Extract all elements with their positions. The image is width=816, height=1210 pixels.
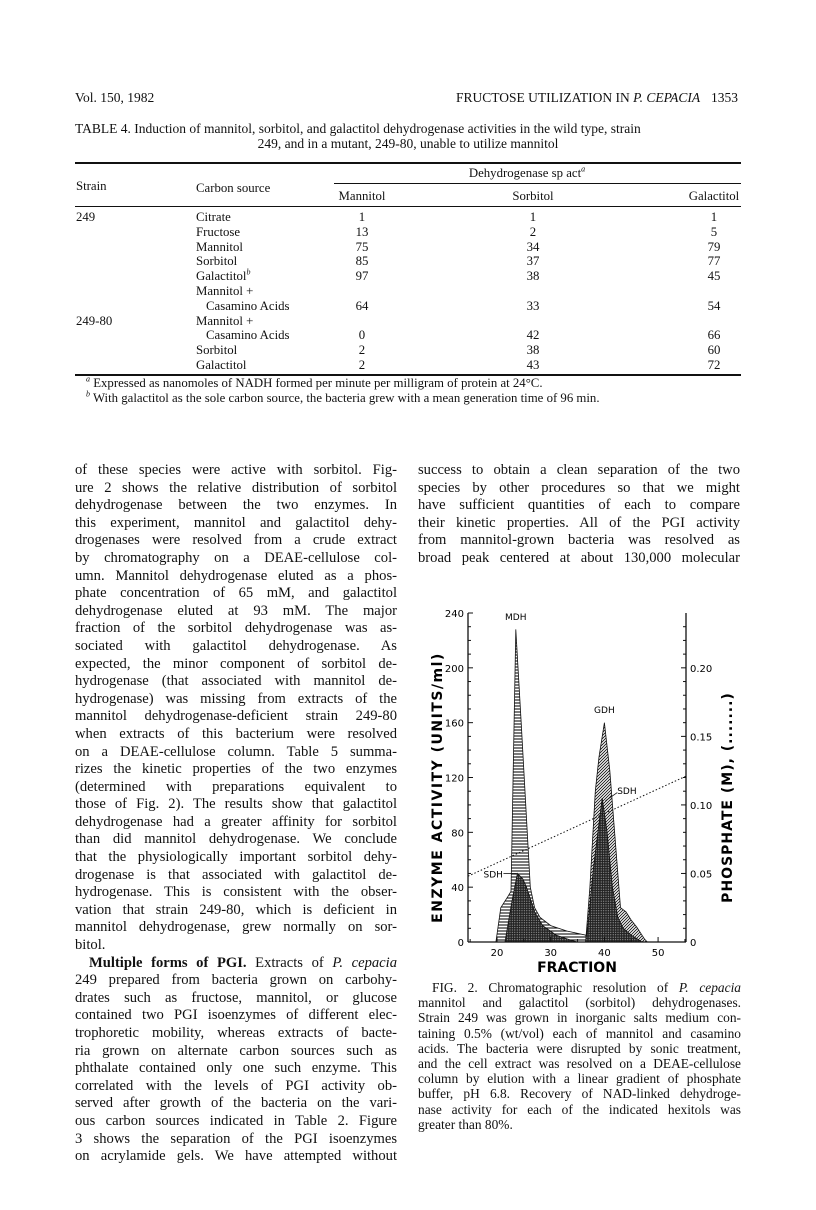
text-line: expected, the minor component of sorbitol de- xyxy=(75,655,397,672)
x-tick-label: 50 xyxy=(651,948,665,959)
left-column xyxy=(75,462,397,1166)
cell-sorbitol: 1 xyxy=(529,210,537,224)
text-line: drates such as fructose, mannitol, or glucose xyxy=(75,989,397,1006)
cell-sorbitol: 2 xyxy=(529,224,537,239)
cell-sorbitol: 42 xyxy=(526,328,540,343)
cell-carbon-source: Galactitol xyxy=(196,358,247,372)
text-line: on a DEAE-cellulose column. Table 5 summa- xyxy=(75,743,397,760)
text-line: (determined with preparations equivalent to xyxy=(75,778,397,795)
figure-caption xyxy=(418,980,741,1132)
text-line: phate concentration of 65 mM, and galactitol xyxy=(75,585,397,602)
text-line: hydrogenase (that associated with mannitol de- xyxy=(75,673,397,690)
cell-sorbitol: 38 xyxy=(526,343,540,358)
footnote-b xyxy=(86,391,600,406)
text-line: 249 prepared from bacteria grown on carbohy- xyxy=(75,972,397,989)
cell-carbon-source: Citrate xyxy=(196,210,231,224)
text-line: umn. Mannitol dehydrogenase eluted as a phos- xyxy=(75,567,397,584)
chart-labels xyxy=(430,609,736,976)
cell-galactitol: 72 xyxy=(707,358,721,372)
y2-axis-title: PHOSPHATE (M), (.......) xyxy=(720,692,736,903)
cell-galactitol: 60 xyxy=(707,343,721,358)
footnote-a xyxy=(86,376,543,391)
text-line: mannitol dehydrogenase-deficient strain 249-80 xyxy=(75,708,397,725)
cell-carbon-source: Fructose xyxy=(196,224,241,239)
text-line: phthalate contained only one such enzyme. This xyxy=(75,1060,397,1077)
header-carbon-source: Carbon source xyxy=(196,181,271,195)
text-line: of these species were active with sorbitol. Fig- xyxy=(75,462,397,478)
cell-sorbitol: 33 xyxy=(526,298,540,313)
y2-tick-label: 0 xyxy=(690,938,697,949)
text-line: by chromatography on a DEAE-cellulose col- xyxy=(75,549,397,566)
footnote-b-mark: b xyxy=(86,389,90,399)
cell-carbon-source: Mannitol xyxy=(196,239,243,254)
y2-tick-label: 0.05 xyxy=(690,869,713,881)
running-header-title xyxy=(456,90,700,106)
chart-axes xyxy=(468,613,686,942)
label-mdh: MDH xyxy=(505,612,527,623)
text-line: drogenases were resolved from a crude extract xyxy=(75,532,397,549)
cell-mannitol: 85 xyxy=(355,254,369,269)
figure-label: FIG. 2. Chromatographic resolution of xyxy=(432,980,679,995)
y-tick-label: 0 xyxy=(457,938,464,949)
cell-mannitol: 2 xyxy=(358,358,366,372)
text-line: ria grown on alternate carbon sources such as xyxy=(75,1042,397,1059)
cell-mannitol: 2 xyxy=(358,343,366,358)
text-line: trophoretic mobility, whereas extracts of bacte- xyxy=(75,1025,397,1041)
y-tick-label: 240 xyxy=(444,609,464,620)
table-caption-line-2: 249, and in a mutant, 249-80, unable to utilize mannitol xyxy=(257,136,559,151)
y-tick-label: 80 xyxy=(451,828,464,840)
paragraph-multiple-forms-pgi xyxy=(75,972,397,1166)
cell-carbon-source-text: Galactitol xyxy=(196,269,247,284)
text-line: success to obtain a clean separation of the two xyxy=(418,462,740,478)
label-sdh-2: SDH xyxy=(617,786,637,797)
footnote-mark: a xyxy=(581,164,586,174)
y2-tick-label: 0.20 xyxy=(690,663,713,675)
cell-mannitol: 1 xyxy=(358,210,366,224)
header-dehydrogenase xyxy=(469,166,585,181)
y2-tick-label: 0.10 xyxy=(690,800,713,812)
header-title-italic: P. CEPACIA xyxy=(633,90,701,105)
footnote-b-text: With galactitol as the sole carbon source, the bacteria grew with a mean generation time of 96 min. xyxy=(90,391,600,405)
table-top-rule xyxy=(75,162,741,164)
table-caption-line-1: TABLE 4. Induction of mannitol, sorbitol, and galactitol dehydrogenase activities in the wild type, strain xyxy=(75,121,641,136)
text-line: those of Fig. 2). The results show that galactitol xyxy=(75,796,397,813)
y-tick-label: 40 xyxy=(451,883,464,895)
header-mannitol: Mannitol xyxy=(338,189,386,203)
text-span: Extracts of xyxy=(246,954,333,971)
text-line: that the physiologically important sorbitol dehy- xyxy=(75,849,397,866)
text-line: buffer, pH 6.8. Recovery of NAD-linked dehydroge- xyxy=(418,1086,741,1102)
cell-galactitol: 66 xyxy=(707,328,721,343)
species-name: P. cepacia xyxy=(332,954,397,971)
x-axis-title: FRACTION xyxy=(537,960,617,976)
cell-mannitol: 97 xyxy=(355,269,369,284)
text-line: ous carbon sources indicated in Table 2. Figure xyxy=(75,1112,397,1129)
cell-mannitol: 64 xyxy=(355,298,369,313)
text-line: 3 shows the separation of the PGI isoenzymes xyxy=(75,1130,397,1147)
cell-carbon-source xyxy=(196,269,250,284)
chart-areas xyxy=(468,629,686,942)
species-name: P. cepacia xyxy=(678,980,741,995)
x-tick-label: 40 xyxy=(598,948,611,959)
text-line: mannitol dehydrogenase, grew normally on sor- xyxy=(75,919,397,936)
text-line: rizes the kinetic properties of the two enzymes xyxy=(75,761,397,778)
paragraph-pgi-first-line xyxy=(75,955,397,973)
text-line: this experiment, mannitol and galactitol dehy- xyxy=(75,514,397,531)
text-line: bitol. xyxy=(75,937,106,954)
text-line: than did mannitol dehydrogenase. We conclude xyxy=(75,831,397,848)
y-tick-label: 120 xyxy=(444,773,464,785)
paragraph-pgi-continued xyxy=(418,462,740,568)
header-sorbitol: Sorbitol xyxy=(512,189,554,203)
cell-carbon-source: Sorbitol xyxy=(196,343,238,358)
cell-mannitol: 0 xyxy=(358,328,366,343)
page-number: 1353 xyxy=(711,90,738,105)
figure-caption-body xyxy=(418,995,741,1132)
cell-carbon-source: Casamino Acids xyxy=(206,298,290,313)
area-mdh-0 xyxy=(496,629,588,942)
text-line: dehydrogenase had a greater affinity for sorbitol xyxy=(75,813,397,830)
text-line: Strain 249 was grown in inorganic salts medium con- xyxy=(418,1010,741,1026)
paragraph-sorbitol-distribution xyxy=(75,462,397,955)
section-heading-pgi: Multiple forms of PGI. xyxy=(89,954,247,971)
cell-galactitol: 45 xyxy=(707,269,721,284)
cell-galactitol: 77 xyxy=(707,254,721,269)
table-caption xyxy=(75,121,741,151)
text-line: fraction of the sorbitol dehydrogenase was as- xyxy=(75,620,397,637)
text-line: have sufficient quantities of each to compare xyxy=(418,497,740,514)
text-line: drogenase is that associated with galactitol de- xyxy=(75,866,397,883)
text-line: when extracts of this bacterium were resolved xyxy=(75,725,397,742)
cell-carbon-source: Mannitol + xyxy=(196,284,254,298)
label-sdh-1: SDH xyxy=(483,870,503,881)
y-tick-label: 200 xyxy=(444,663,464,675)
text-line: sociated with galactitol dehydrogenase. As xyxy=(75,637,397,654)
header-strain: Strain xyxy=(76,179,107,193)
x-tick-label: 20 xyxy=(490,948,504,959)
text-line: hydrogenase. This is consistent with the obser- xyxy=(75,884,397,901)
running-header-volume: Vol. 150, 1982 xyxy=(75,90,155,105)
text-line: acids. The bacteria were disrupted by sonic treatment, xyxy=(418,1040,741,1056)
cell-galactitol: 5 xyxy=(710,224,718,239)
header-galactitol: Galactitol xyxy=(688,189,740,203)
text-line: and the cell extract was resolved on a DEAE-cellulose xyxy=(418,1055,741,1071)
y2-tick-label: 0.15 xyxy=(690,732,713,744)
cell-sorbitol: 34 xyxy=(526,239,540,254)
text-line: dehydrogenase between the two enzymes. In xyxy=(75,497,397,514)
text-line: greater than 80%. xyxy=(418,1116,513,1132)
footnote-a-text: Expressed as nanomoles of NADH formed per minute per milligram of protein at 24°C. xyxy=(90,376,543,390)
text-line: their kinetic properties. All of the PGI activity xyxy=(418,514,740,531)
figure-2-chromatogram xyxy=(420,600,760,980)
text-line: broad peak centered at about 130,000 molecular xyxy=(418,549,740,566)
cell-strain: 249 xyxy=(76,210,96,224)
text-line: correlated with the levels of PGI activity ob- xyxy=(75,1077,397,1094)
y-tick-label: 160 xyxy=(444,718,464,730)
text-line: dehydrogenase eluted at 93 mM. The major xyxy=(75,602,397,619)
cell-galactitol: 54 xyxy=(707,298,721,313)
x-tick-label: 30 xyxy=(544,948,558,959)
header-dehydrogenase-text: Dehydrogenase sp act xyxy=(468,166,582,180)
text-line: vation that strain 249-80, which is deficient in xyxy=(75,901,397,918)
text-line: hydrogenase) was missing from extracts of the xyxy=(75,690,397,707)
cell-galactitol: 1 xyxy=(710,210,718,224)
cell-carbon-source: Sorbitol xyxy=(196,254,238,269)
cell-strain: 249-80 xyxy=(76,313,113,328)
cell-sorbitol: 37 xyxy=(526,254,540,269)
text-line: column by elution with a linear gradient of phosphate xyxy=(418,1071,741,1087)
cell-sorbitol: 43 xyxy=(526,358,540,372)
text-line: ure 2 shows the relative distribution of sorbitol xyxy=(75,479,397,496)
y-axis-title: ENZYME ACTIVITY (UNITS/ml) xyxy=(430,652,446,923)
text-line: species by other procedures so that we might xyxy=(418,479,740,496)
text-line: on acrylamide gels. We have attempted without xyxy=(75,1148,397,1165)
text-line: contained two PGI isoenzymes of different elec- xyxy=(75,1007,397,1024)
text-line: taining 0.5% (wt/vol) each of mannitol and casamino xyxy=(418,1025,741,1041)
phosphate-gradient-line xyxy=(468,776,686,876)
header-bottom-rule xyxy=(75,206,741,207)
text-line: nase activity for each of the indicated hexitols was xyxy=(418,1101,741,1117)
footnote-a-mark: a xyxy=(86,374,90,384)
header-title-text: FRUCTOSE UTILIZATION IN xyxy=(456,90,634,105)
text-line: mannitol and galactitol (sorbitol) dehydrogenases. xyxy=(418,995,741,1011)
text-line: from mannitol-grown bacteria was resolved as xyxy=(418,532,740,549)
label-gdh: GDH xyxy=(594,706,615,717)
cell-carbon-source: Mannitol + xyxy=(196,313,254,328)
cell-carbon-source: Casamino Acids xyxy=(206,328,290,343)
cell-mannitol: 13 xyxy=(355,224,369,239)
right-column xyxy=(418,462,740,568)
figure-caption-first-line xyxy=(418,980,741,995)
cell-galactitol: 79 xyxy=(707,239,721,254)
group-header-rule xyxy=(334,183,741,184)
footnote-mark: b xyxy=(246,267,251,277)
cell-sorbitol: 38 xyxy=(526,269,540,284)
text-line: served after growth of the bacteria on the vari- xyxy=(75,1095,397,1112)
cell-mannitol: 75 xyxy=(355,239,369,254)
